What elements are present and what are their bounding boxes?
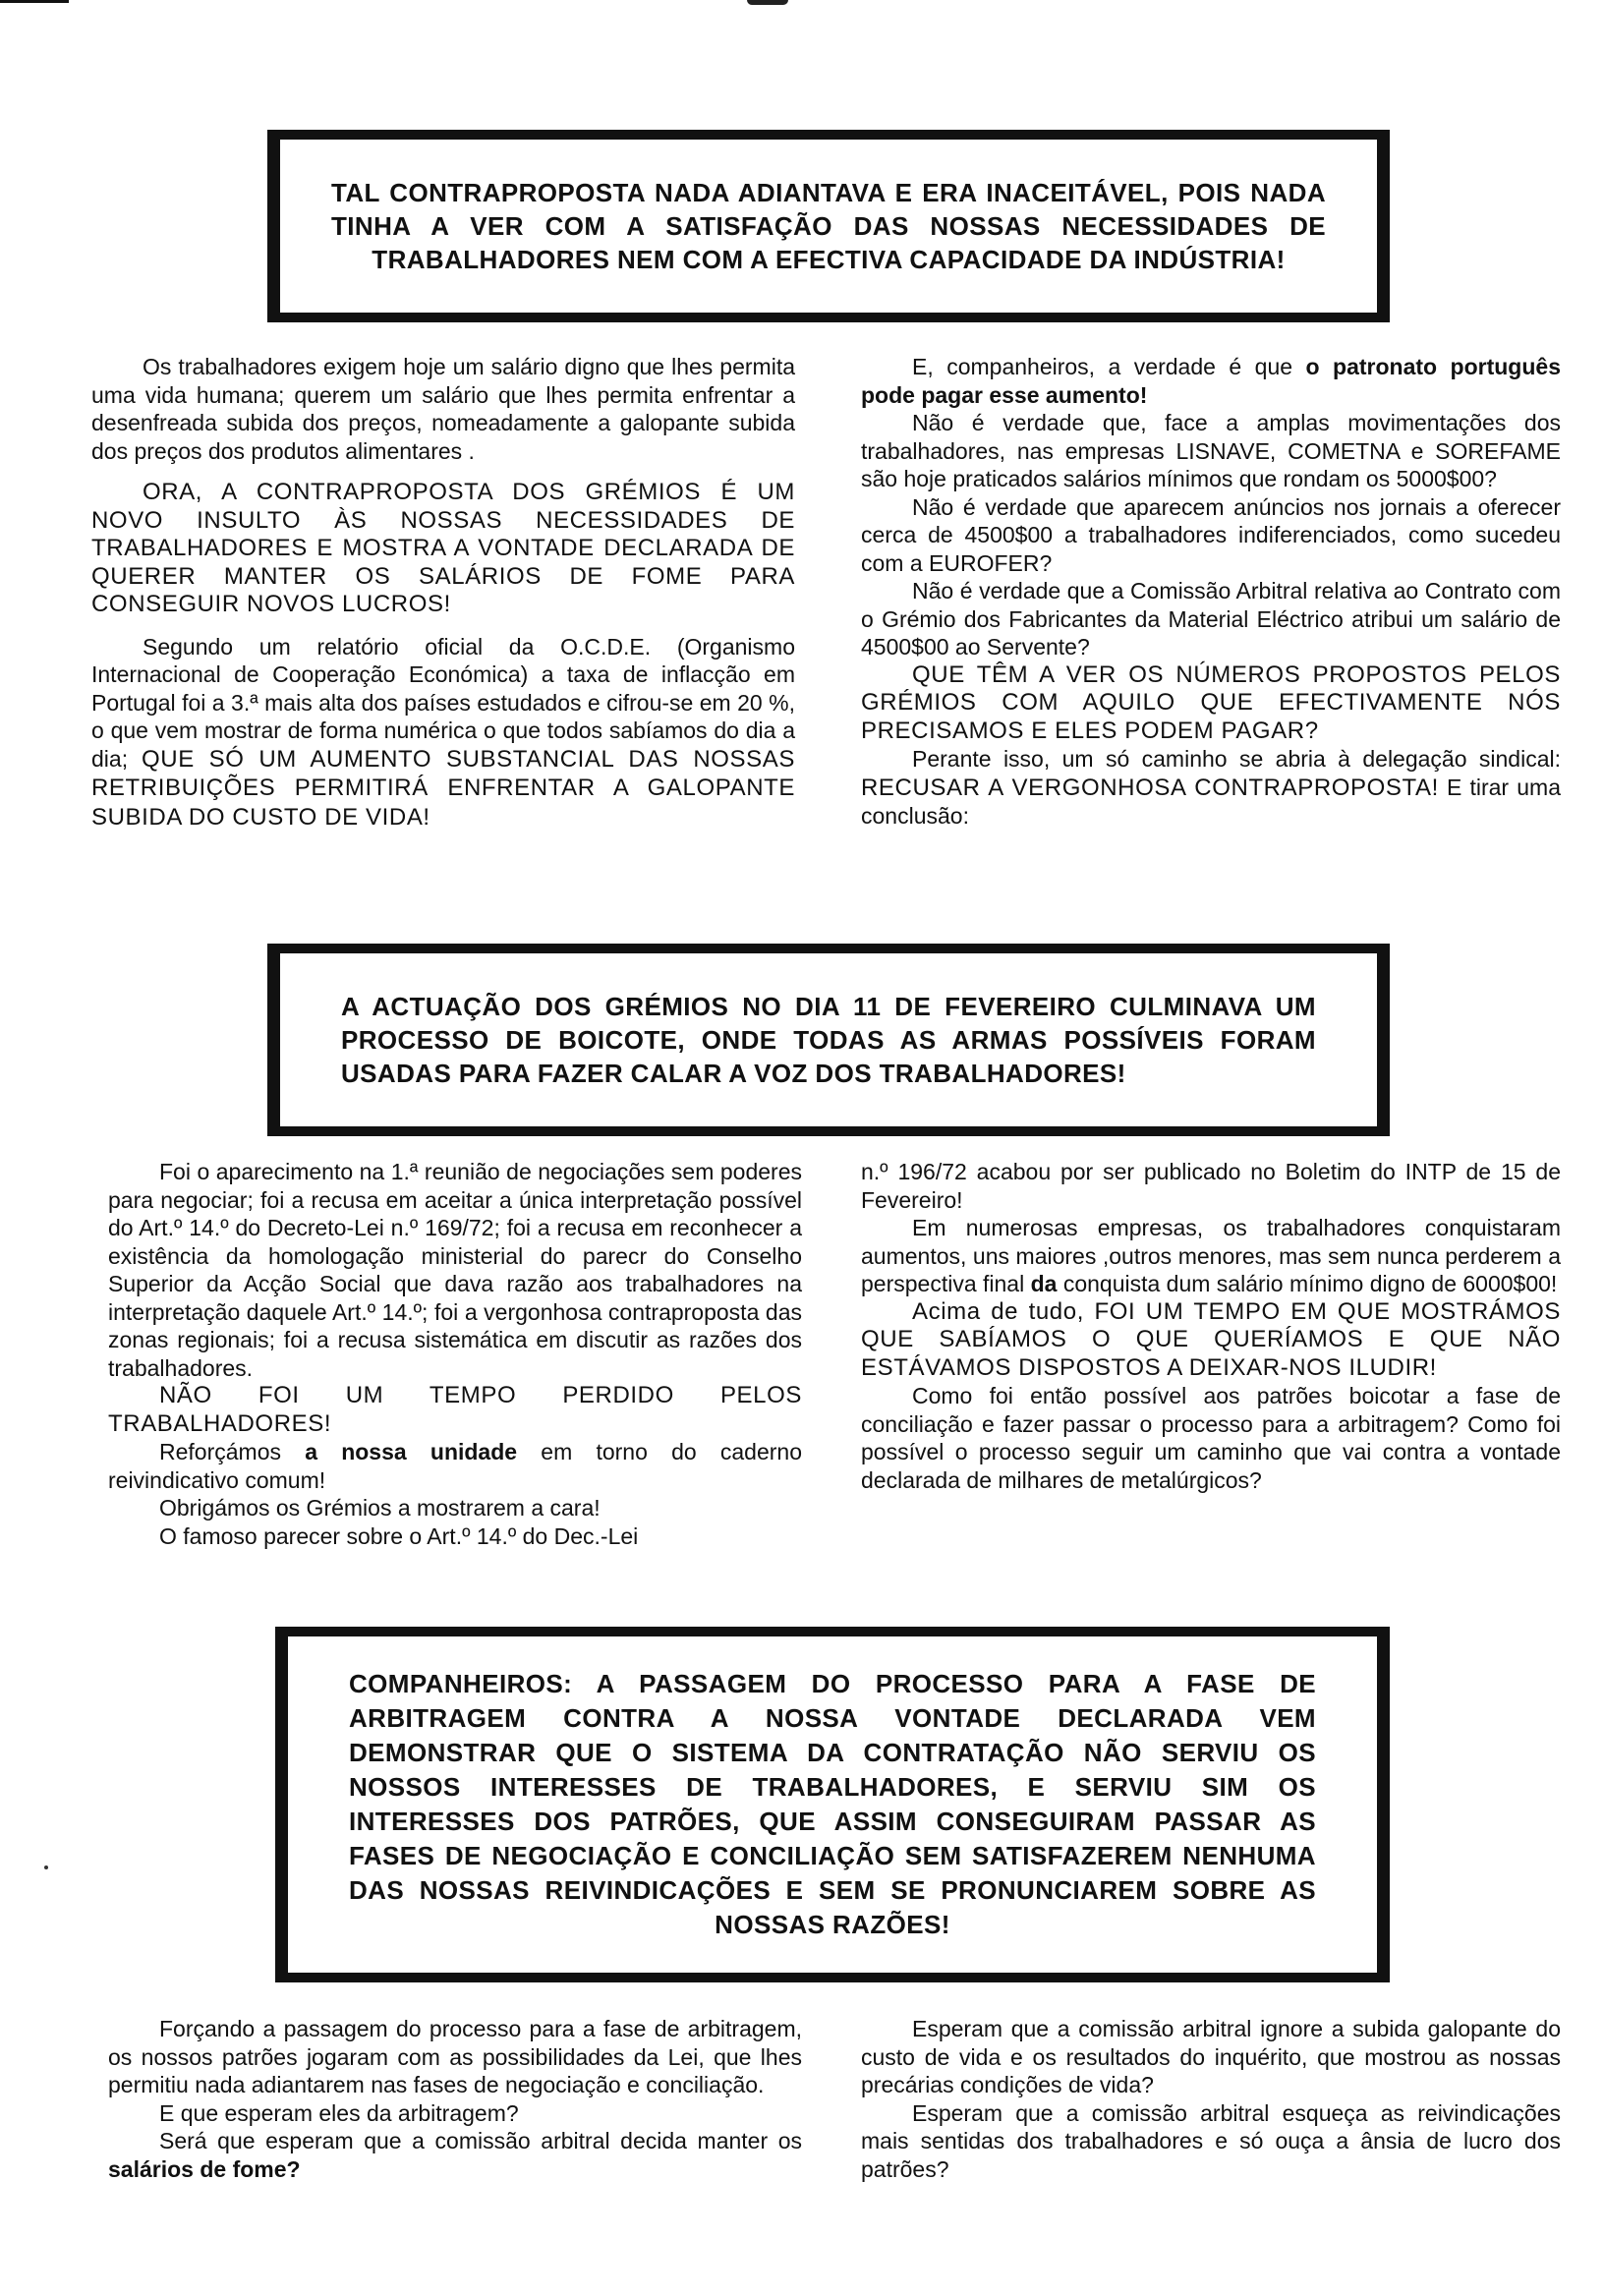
section-2-right-column bbox=[861, 1158, 1561, 1494]
paragraph-text: conquista dum salário mínimo digno de 6000$00! bbox=[1057, 1271, 1558, 1296]
paragraph-text: Perante isso, um só caminho se abria à delegação sindical: bbox=[912, 746, 1561, 772]
paragraph: Foi o aparecimento na 1.ª reunião de negociações sem poderes para negociar; foi a recusa em aceitar a única interpretação possível do Art.º 14.º do Decreto-Lei n.º 169/72; foi a recusa em reconhecer a existência da homologação ministerial do parecr do Conselho Superior da Acção Social que dava razão aos trabalhadores na interpretação daquele Art.º 14.º; foi a vergonhosa contraproposta das zonas regionais; foi a recusa sistemática em discutir as razões dos trabalhadores. bbox=[108, 1159, 802, 1381]
paragraph: Não é verdade que, face a amplas movimentações dos trabalhadores, nas empresas LISNAVE, COMETNA e SOREFAME são hoje praticados salários mínimos que rondam os 5000$00? bbox=[861, 410, 1561, 491]
top-center-mark bbox=[747, 0, 788, 5]
paragraph bbox=[108, 2127, 802, 2183]
paragraph: NÃO FOI UM TEMPO PERDIDO PELOS TRABALHADORES! bbox=[108, 1382, 802, 1437]
headline-box-1-text: TAL CONTRAPROPOSTA NADA ADIANTAVA E ERA INACEITÁVEL, POIS NADA TINHA A VER COM A SATISFAÇÃO DAS NOSSAS NECESSIDADES DE TRABALHADORES NEM COM A EFECTIVA CAPACIDADE DA INDÚSTRIA! bbox=[331, 178, 1326, 274]
paragraph-bold: da bbox=[1030, 1271, 1058, 1296]
paragraph: O famoso parecer sobre o Art.º 14.º do Dec.-Lei bbox=[159, 1522, 639, 1549]
paragraph: Os trabalhadores exigem hoje um salário digno que lhes permita uma vida humana; querem um salário que lhes permita enfrentar a desenfreada subida dos preços, nomeadamente a galopante subida dos preços dos produtos alimentares . bbox=[91, 354, 795, 464]
paragraph-text: E tirar uma conclusão: bbox=[861, 774, 1561, 829]
paragraph bbox=[861, 1214, 1561, 1298]
paragraph: QUE TÊM A VER OS NÚMEROS PROPOSTOS PELOS GRÉMIOS COM AQUILO QUE EFECTIVAMENTE NÓS PRECISAMOS E ELES PODEM PAGAR? bbox=[861, 660, 1561, 744]
paragraph: Não é verdade que aparecem anúncios nos jornais a oferecer cerca de 4500$00 a trabalhadores indiferenciados, como sucedeu com a EUROFER? bbox=[861, 493, 1561, 576]
paragraph-caps: RECUSAR A VERGONHOSA CONTRAPROPOSTA! bbox=[861, 774, 1439, 801]
paragraph-text: E, companheiros, a verdade é que bbox=[912, 354, 1306, 379]
headline-box-2 bbox=[267, 944, 1390, 1136]
section-2-left-column bbox=[108, 1158, 802, 1550]
paragraph-text: em torno do caderno reivindicativo comum! bbox=[108, 1439, 803, 1493]
paragraph-text: Reforçámos bbox=[159, 1439, 306, 1464]
section-1-left-column bbox=[91, 353, 795, 832]
paragraph-caps: QUE SÓ UM AUMENTO SUBSTANCIAL DAS NOSSAS RETRIBUIÇÕES PERMITIRÁ ENFRENTAR A GALOPANTE SUBIDA DO CUSTO DE VIDA! bbox=[91, 745, 795, 831]
paragraph: n.º 196/72 acabou por ser publicado no Boletim do INTP de 15 de Fevereiro! bbox=[861, 1159, 1561, 1213]
paragraph: Como foi então possível aos patrões boicotar a fase de conciliação e fazer passar o processo para a arbitragem? Como foi possível o processo seguir um caminho que vai contra a vontade declarada de milhares de metalúrgicos? bbox=[861, 1383, 1561, 1493]
headline-box-3 bbox=[275, 1627, 1390, 1982]
paragraph: Não é verdade que a Comissão Arbitral relativa ao Contrato com o Grémio dos Fabricantes da Material Eléctrico atribui um salário de 4500$00 ao Servente? bbox=[861, 578, 1561, 660]
margin-speck bbox=[44, 1866, 48, 1869]
paragraph: Acima de tudo, FOI UM TEMPO EM QUE MOSTRÁMOS QUE SABÍAMOS O QUE QUERÍAMOS E QUE NÃO ESTÁVAMOS DISPOSTOS A DEIXAR-NOS ILUDIR! bbox=[861, 1297, 1561, 1381]
paragraph: Obrigámos os Grémios a mostrarem a cara! bbox=[159, 1495, 601, 1521]
paragraph-text: Em numerosas empresas, os trabalhadores conquistaram aumentos, uns maiores ,outros menores, mas sem nunca perderem a perspectiva final bbox=[861, 1215, 1561, 1296]
paragraph-text: Será que esperam que a comissão arbitral decida manter os bbox=[159, 2128, 802, 2153]
headline-box-1 bbox=[267, 130, 1390, 322]
paragraph bbox=[108, 1438, 802, 1494]
paragraph: Esperam que a comissão arbitral ignore a subida galopante do custo de vida e os resultados do inquérito, que mostrou as nossas precárias condições de vida? bbox=[861, 2016, 1561, 2097]
paragraph-bold: o patronato português pode pagar esse aumento! bbox=[861, 354, 1561, 408]
paragraph bbox=[861, 745, 1561, 831]
paragraph: Esperam que a comissão arbitral esqueça as reivindicações mais sentidas dos trabalhadores e só ouça a ânsia de lucro dos patrões? bbox=[861, 2099, 1561, 2182]
section-3-right-column bbox=[861, 2015, 1561, 2183]
paragraph: ORA, A CONTRAPROPOSTA DOS GRÉMIOS É UM NOVO INSULTO ÀS NOSSAS NECESSIDADES DE TRABALHADORES E MOSTRA A VONTADE DECLARADA DE QUERER MANTER OS SALÁRIOS DE FOME PARA CONSEGUIR NOVOS LUCROS! bbox=[91, 479, 795, 617]
paragraph bbox=[91, 633, 795, 832]
headline-box-3-text: COMPANHEIROS: A PASSAGEM DO PROCESSO PARA A FASE DE ARBITRAGEM CONTRA A NOSSA VONTADE DECLARADA VEM DEMONSTRAR QUE O SISTEMA DA CONTRATAÇÃO NÃO SERVIU OS NOSSOS INTERESSES DE TRABALHADORES, E SERVIU SIM OS INTERESSES DOS PATRÕES, QUE ASSIM CONSEGUIRAM PASSAR AS FASES DE NEGOCIAÇÃO E CONCILIAÇÃO SEM SATISFAZEREM NENHUMA DAS NOSSAS REIVINDICAÇÕES E SEM SE PRONUNCIAREM SOBRE AS NOSSAS RAZÕES! bbox=[349, 1669, 1316, 1939]
paragraph-bold: a nossa unidade bbox=[305, 1439, 518, 1464]
paragraph: E que esperam eles da arbitragem? bbox=[159, 2099, 519, 2126]
section-1-right-column bbox=[861, 353, 1561, 831]
paragraph-text: Segundo um relatório oficial da O.C.D.E. (Organismo Internacional de Cooperação Económica) a taxa de inflacção em Portugal foi a 3.ª mais alta dos países estudados e cifrou-se em 20 %, o que vem mostrar de forma numérica o que todos sabíamos do dia a dia; bbox=[91, 633, 795, 772]
top-edge-rule bbox=[0, 0, 69, 3]
headline-box-2-text: A ACTUAÇÃO DOS GRÉMIOS NO DIA 11 DE FEVEREIRO CULMINAVA UM PROCESSO DE BOICOTE, ONDE TODAS AS ARMAS POSSÍVEIS FORAM USADAS PARA FAZER CALAR A VOZ DOS TRABALHADORES! bbox=[341, 992, 1316, 1088]
paragraph bbox=[861, 353, 1561, 409]
section-3-left-column bbox=[108, 2015, 802, 2183]
paragraph-bold: salários de fome? bbox=[108, 2155, 301, 2182]
paragraph: Forçando a passagem do processo para a fase de arbitragem, os nossos patrões jogaram com as possibilidades da Lei, que lhes permitiu nada adiantarem nas fases de negociação e conciliação. bbox=[108, 2016, 802, 2097]
